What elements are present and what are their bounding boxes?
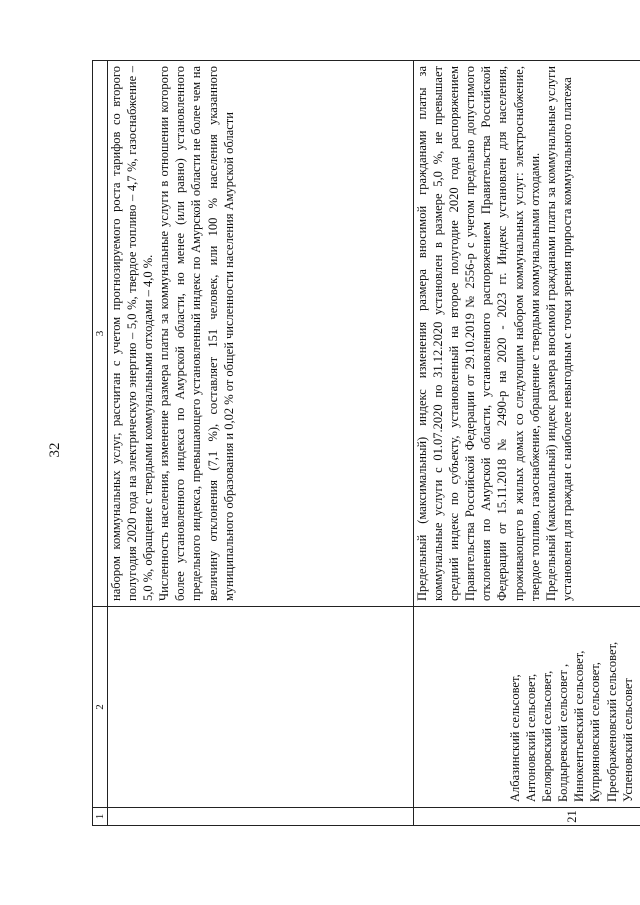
municipalities-cell: Албазинский сельсовет, Антоновский сельсовет, Белояровский сельсовет, Болдыревский сельсовет , Иннокентьевский сельсовет, Куприяновский сельсовет, Преображеновский сельсовет, Успеновский сельсовет: [414, 607, 640, 808]
municipalities-cell: [108, 607, 414, 808]
description-paragraph: Предельный (максимальный) индекс изменения размера вносимой гражданами платы за коммунальные услуги с 01.07.2020 по 31.12.2020 установлен в размере 5,0 %, не превышает средний индекс по субъекту, установленный на второе полугодие 2020 года распоряжением Правительства Российской Федерации от 29.10.2019 № 2556-р с учетом предельно допустимого отклонения по Амурской области, установленного распоряжением Правительства Российской Федерации от 15.11.2018 № 2490-р на 2020 - 2023 гг. Индекс установлен для населения, проживающего в жилых домах со следующим набором коммунальных услуг: электроснабжение, твердое топливо, газоснабжение, обращение с твердыми коммунальными отходами.: [415, 66, 542, 601]
row-number: [108, 808, 414, 826]
table-row: [414, 61, 640, 826]
description-paragraph: Численность населения, изменение размера платы за коммунальные услуги в отношении которого более установленного индекса по Амурской области, но менее (или равно) установленного предельного индекса, превышающего установленный индекс по Амурской области не более чем на величину отклонения (7,1 %), составляет 151 человек, или 100 % населения указанного муниципального образования и 0,02 % от общей численности населения Амурской области: [157, 66, 236, 601]
description-paragraph: Предельный (максимальный) индекс размера вносимой гражданами платы за коммунальные услуги установлен для граждан с наиболее невыгодным с точки зрения прироста коммунального платежа: [543, 66, 574, 601]
row-number: 21: [414, 808, 640, 826]
header-col-2: 2: [93, 607, 108, 808]
tariff-table: [92, 60, 640, 826]
description-cell: [108, 61, 414, 607]
table-row: [108, 61, 414, 826]
header-row: [93, 61, 108, 826]
description-cell: [414, 61, 640, 607]
rotated-page: [92, 60, 635, 826]
header-col-3: 3: [93, 61, 108, 607]
description-paragraph: набором коммунальных услуг, рассчитан с учетом прогнозируемого роста тарифов со второго полугодия 2020 года на электрическую энергию – 5,0 %, твердое топливо – 4,7 %, газоснабжение – 5,0 %, обращение с твердыми коммунальными отходами – 4,0 %.: [109, 66, 156, 601]
header-col-1: 1: [93, 808, 108, 826]
page-number: 32: [47, 442, 63, 458]
